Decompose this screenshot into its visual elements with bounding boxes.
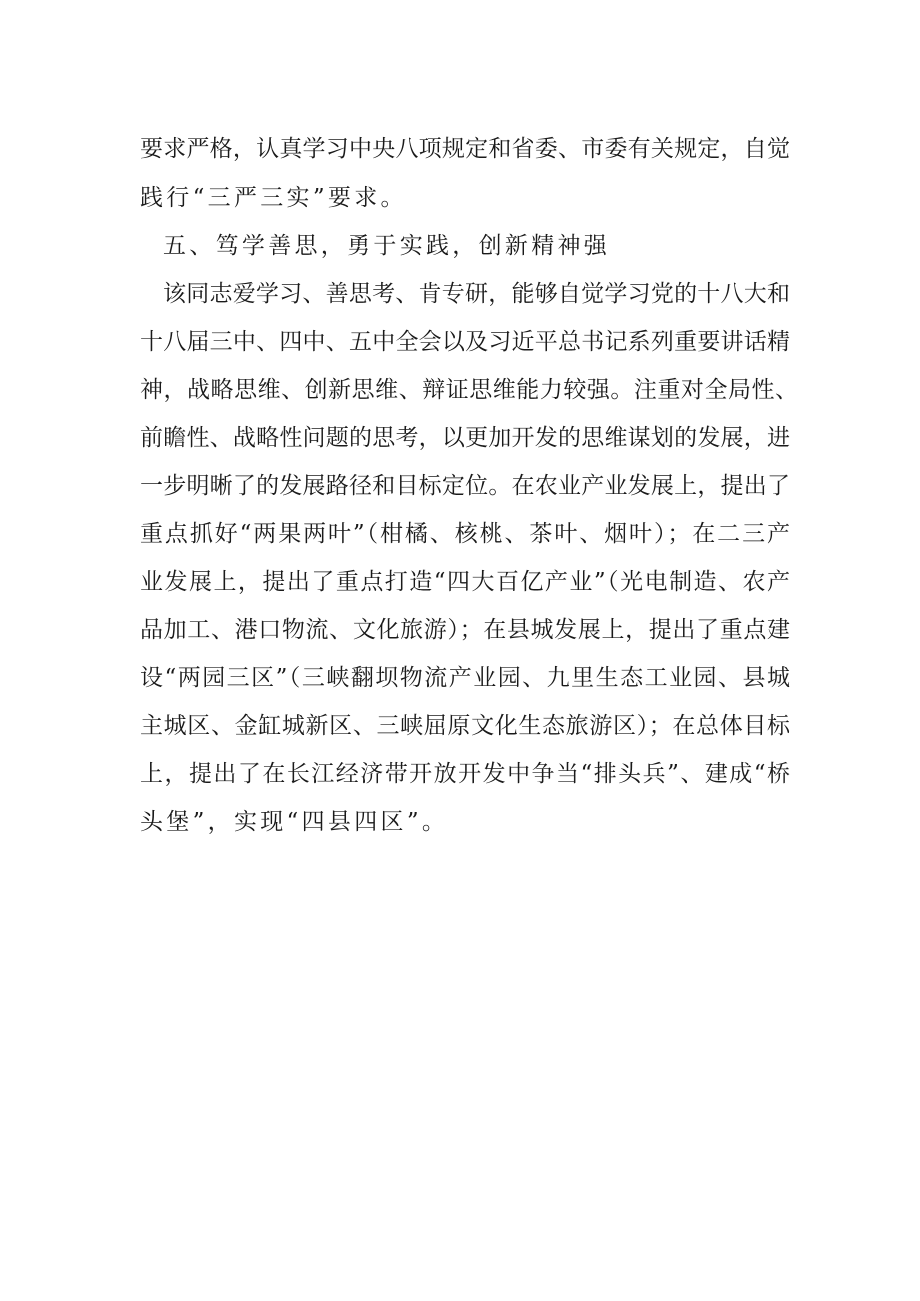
continuation-line-1: 要求严格，认真学习中央八项规定和省委、市委有关规定，自觉 xyxy=(140,136,790,162)
body-line-11: 上，提出了在长江经济带开放开发中争当“排头兵”、建成“桥 xyxy=(140,761,790,787)
continuation-line-2: 践行“三严三实”要求。 xyxy=(140,185,407,211)
body-line-8: 品加工、港口物流、文化旅游）；在县城发展上，提出了重点建 xyxy=(140,617,790,643)
body-line-1: 该同志爱学习、善思考、肯专研，能够自觉学习党的十八大和 xyxy=(163,281,790,307)
body-line-7: 业发展上，提出了重点打造“四大百亿产业”（光电制造、农产 xyxy=(140,569,790,595)
body-line-4: 前瞻性、战略性问题的思考，以更加开发的思维谋划的发展，进 xyxy=(140,425,790,451)
body-line-3: 神，战略思维、创新思维、辩证思维能力较强。注重对全局性、 xyxy=(140,377,798,403)
body-line-5: 一步明晰了的发展路径和目标定位。在农业产业发展上，提出了 xyxy=(140,473,790,499)
body-line-2: 十八届三中、四中、五中全会以及习近平总书记系列重要讲话精 xyxy=(140,329,790,355)
body-line-9: 设“两园三区”（三峡翻坝物流产业园、九里生态工业园、县城 xyxy=(140,665,790,691)
body-line-6: 重点抓好“两果两叶”（柑橘、核桃、茶叶、烟叶）；在二三产 xyxy=(140,521,790,547)
body-line-10: 主城区、金缸城新区、三峡屈原文化生态旅游区）；在总体目标 xyxy=(140,713,790,739)
body-line-12: 头堡”，实现“四县四区”。 xyxy=(140,809,449,835)
section-heading: 五、笃学善思，勇于实践，创新精神强 xyxy=(163,233,611,259)
